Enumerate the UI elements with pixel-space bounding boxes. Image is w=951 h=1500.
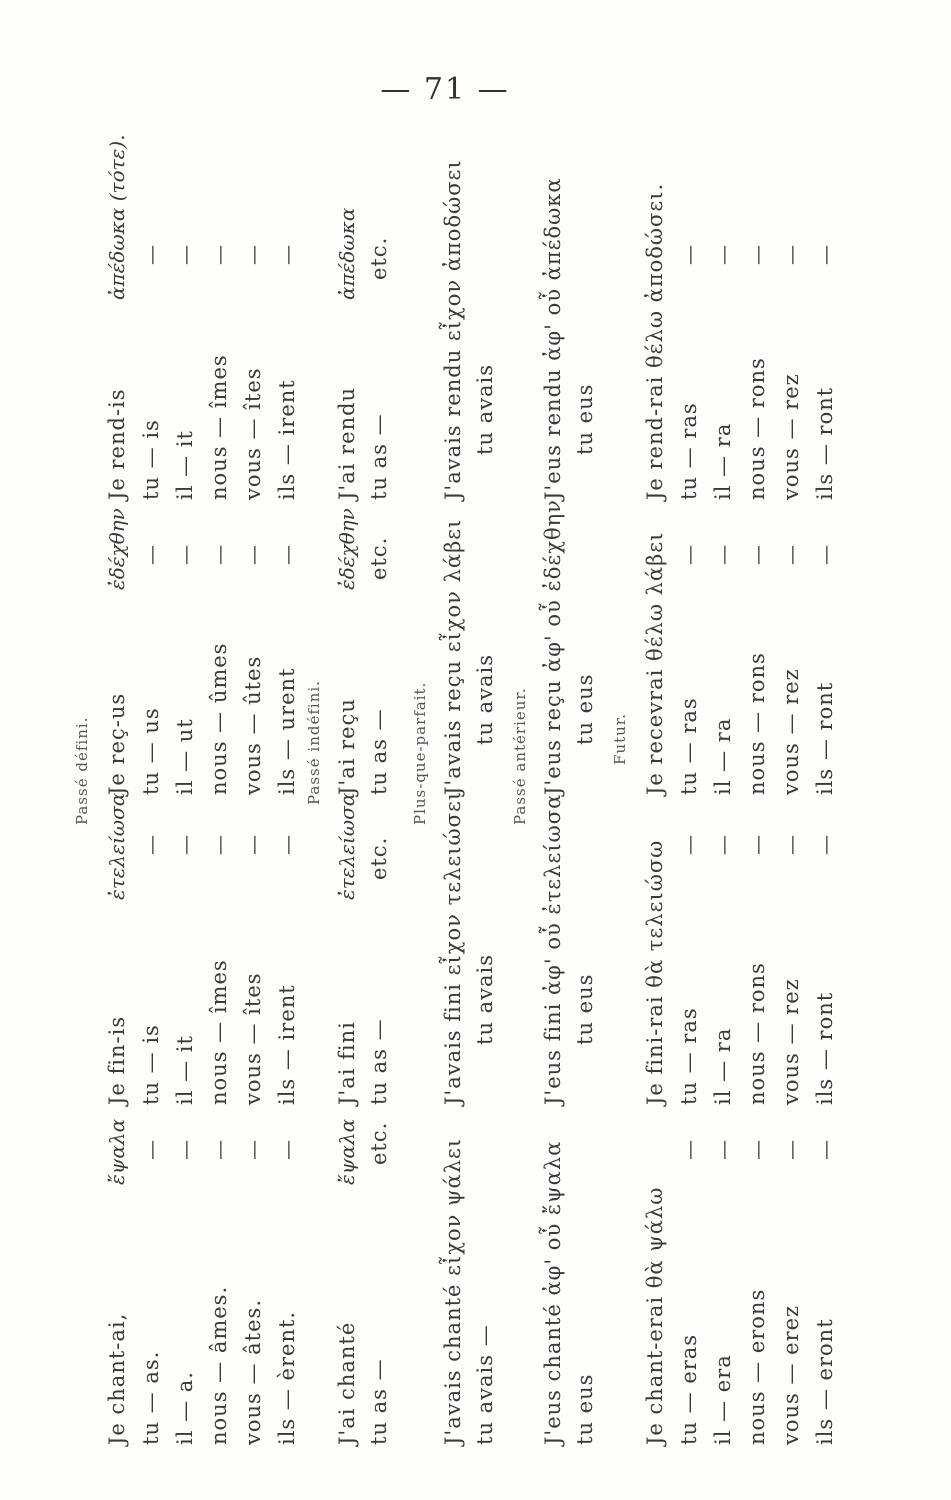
defini-g3: ἐδέχθην [105, 508, 129, 590]
futur-c1: ils — eront [813, 1318, 837, 1445]
indefini-item: ἔψαλα [335, 1118, 359, 1185]
futur-c2: ils — ront [813, 991, 837, 1105]
futur-dash: — [779, 1139, 803, 1160]
futur-c1: il — era [711, 1354, 735, 1445]
indefini-item: tu as — [367, 708, 391, 795]
futur-dash: — [745, 544, 769, 565]
defini-c4: nous — îmes [207, 354, 231, 500]
defini-g4: — [139, 244, 163, 265]
indefini-item: etc. [367, 236, 391, 280]
defini-c2: vous — îtes [241, 972, 265, 1105]
futur-dash: — [779, 244, 803, 265]
ant-item: tu eus [573, 673, 597, 745]
defini-c4: il — it [173, 430, 197, 500]
defini-g4: — [207, 244, 231, 265]
futur-dash: — [711, 1139, 735, 1160]
defini-row [139, 1351, 163, 1445]
futur-dash: — [677, 834, 701, 855]
futur-c4: Je rend-rai θέλω ἀποδώσει. [643, 182, 667, 500]
futur-dash: — [745, 834, 769, 855]
defini-g4: — [173, 244, 197, 265]
futur-dash: — [813, 834, 837, 855]
defini-g1: — [275, 1139, 299, 1160]
futur-dash: — [813, 244, 837, 265]
futur-c1: vous — erez [779, 1304, 803, 1445]
futur-c4: tu — ras [677, 402, 701, 500]
pqp-item: tu avais [473, 363, 497, 455]
defini-row [105, 1313, 129, 1445]
futur-c2: vous — rez [779, 978, 803, 1105]
defini-c3: il — ut [173, 718, 197, 795]
ant-item: tu eus [573, 1373, 597, 1445]
pqp-item: tu avais [473, 653, 497, 745]
defini-g4: ἀπέδωκα (τότε). [105, 134, 129, 300]
defini-c4: ils — irent [275, 379, 299, 500]
defini-c2: tu — is [139, 1024, 163, 1105]
heading-passe-defini: Passé défini. [73, 716, 91, 825]
defini-c4: Je rend-is [105, 388, 129, 500]
futur-c3: ils — ront [813, 681, 837, 795]
indefini-item: J'ai reçu [335, 698, 359, 795]
defini-c1: ils — èrent. [275, 1310, 299, 1445]
defini-c3: Je reç-us [105, 692, 129, 795]
defini-g1: ἔψαλα [105, 1118, 129, 1185]
defini-c2: ils — irent [275, 984, 299, 1105]
pqp-item: tu avais [473, 953, 497, 1045]
indefini-item: J'ai rendu [335, 386, 359, 500]
defini-row [275, 1311, 299, 1445]
futur-c4: nous — rons [745, 357, 769, 500]
heading-plus-que-parfait: Plus-que-parfait. [411, 681, 429, 825]
conjugation-tables [73, 134, 837, 1445]
futur-dash: — [677, 1139, 701, 1160]
indefini-item: tu as — [367, 1358, 391, 1445]
futur-c2: nous — rons [745, 962, 769, 1105]
pqp-item: tu avais — [473, 1324, 497, 1445]
futur-c2: Je fini-rai θὰ τελειώσω [643, 839, 667, 1105]
indefini-item: J'ai fini [335, 1021, 359, 1105]
heading-futur: Futur. [611, 712, 629, 765]
indefini-item: ἀπέδωκα [335, 207, 359, 300]
futur-c3: il — ra [711, 717, 735, 795]
futur-dash: — [711, 834, 735, 855]
pqp-item: J'avais rendu εἶχον ἀποδώσει [441, 159, 465, 500]
ant-item: tu eus [573, 383, 597, 455]
indefini-item: tu as — [367, 1018, 391, 1105]
defini-g3: — [139, 544, 163, 565]
pqp-item: J'avais chanté εἶχον ψάλει [441, 1137, 465, 1445]
defini-g3: — [207, 544, 231, 565]
indefini-item: etc. [367, 836, 391, 880]
indefini-item: etc. [367, 1121, 391, 1165]
defini-g3: — [275, 544, 299, 565]
defini-g2: — [207, 834, 231, 855]
pqp-item: J'avais fini εἶχον τελειώσει [441, 790, 465, 1105]
futur-dash: — [711, 244, 735, 265]
futur-dash: — [745, 1139, 769, 1160]
indefini-item: ἐτελείωσα [335, 792, 359, 900]
futur-c2: il — ra [711, 1027, 735, 1105]
futur-dash: — [779, 544, 803, 565]
defini-g2: — [139, 834, 163, 855]
defini-c1: il — a. [173, 1371, 197, 1445]
futur-dash: — [813, 1139, 837, 1160]
defini-row [173, 1371, 197, 1445]
defini-c1: Je chant-ai, [105, 1312, 129, 1445]
defini-c2: Je fin-is [105, 1015, 129, 1105]
futur-c3: vous — rez [779, 668, 803, 795]
defini-c1: vous — âtes. [241, 1299, 265, 1445]
defini-c3: vous — ûtes [241, 655, 265, 795]
ant-item: J'eus reçu ἀφ' οὗ ἐδέχθην [541, 499, 565, 795]
futur-dash: — [711, 544, 735, 565]
futur-c2: tu — ras [677, 1007, 701, 1105]
defini-c4: tu — is [139, 419, 163, 500]
ant-item: J'eus fini ἀφ' οὗ ἐτελείωσα [541, 793, 565, 1105]
defini-g1: — [207, 1139, 231, 1160]
futur-c3: Je recevrai θέλω λάβει [643, 531, 667, 795]
futur-dash: — [677, 544, 701, 565]
defini-g1: — [241, 1139, 265, 1160]
defini-c3: ils — urent [275, 667, 299, 795]
ant-item: J'eus chanté ἀφ' οὗ ἔψαλα [541, 1140, 565, 1445]
futur-c3: tu — ras [677, 697, 701, 795]
futur-dash: — [677, 244, 701, 265]
defini-row [241, 1299, 265, 1445]
heading-passe-anterieur: Passé antérieur. [511, 687, 529, 825]
defini-g2: — [173, 834, 197, 855]
defini-g3: — [241, 544, 265, 565]
defini-g2: — [275, 834, 299, 855]
defini-g1: — [173, 1139, 197, 1160]
defini-c3: tu — us [139, 707, 163, 795]
indefini-item: ἐδέχθην [335, 508, 359, 590]
defini-c2: il — it [173, 1035, 197, 1105]
futur-c3: nous — rons [745, 652, 769, 795]
futur-c1: nous — erons [745, 1288, 769, 1445]
defini-g2: ἐτελείωσα [105, 792, 129, 900]
futur-dash: — [813, 544, 837, 565]
defini-g2: — [241, 834, 265, 855]
heading-passe-indefini: Passé indéfini. [305, 680, 323, 805]
indefini-item: etc. [367, 536, 391, 580]
defini-c4: vous — îtes [241, 367, 265, 500]
defini-g1: — [139, 1139, 163, 1160]
futur-c4: ils — ront [813, 386, 837, 500]
defini-c1: nous — âmes. [207, 1285, 231, 1445]
futur-dash: — [745, 244, 769, 265]
defini-c1: tu — as. [139, 1350, 163, 1445]
futur-dash: — [779, 834, 803, 855]
page-number: — 71 — [380, 72, 510, 107]
futur-c1: Je chant-erai θὰ ψάλω [643, 1186, 667, 1445]
indefini-item: J'ai chanté [335, 1321, 359, 1445]
futur-c4: vous — rez [779, 373, 803, 500]
defini-c2: nous — îmes [207, 959, 231, 1105]
futur-c4: il — ra [711, 422, 735, 500]
ant-item: tu eus [573, 973, 597, 1045]
futur-c1: tu — eras [677, 1333, 701, 1445]
indefini-item: tu as — [367, 413, 391, 500]
defini-g4: — [275, 244, 299, 265]
ant-item: J'eus rendu ἀφ' οὗ ἀπέδωκα [541, 177, 565, 500]
defini-g3: — [173, 544, 197, 565]
defini-g4: — [241, 244, 265, 265]
defini-row [207, 1286, 231, 1445]
pqp-item: J'avais reçu εἶχον λάβει [441, 518, 465, 795]
defini-c3: nous — ûmes [207, 642, 231, 795]
